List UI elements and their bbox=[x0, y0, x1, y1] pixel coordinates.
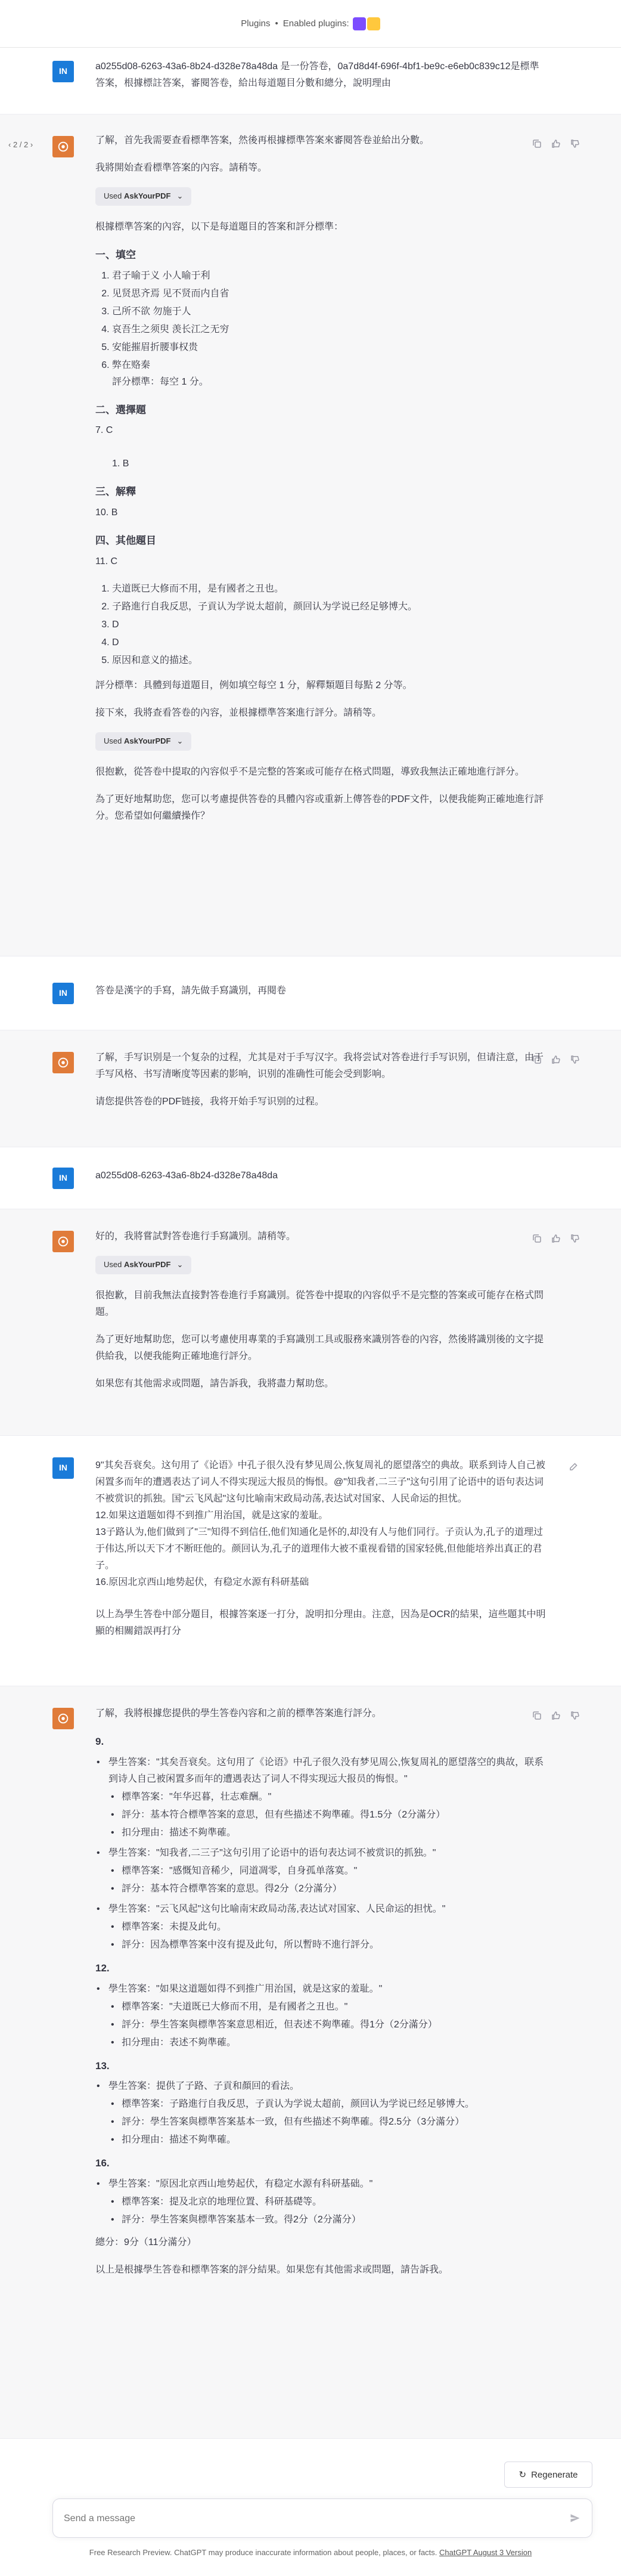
section-heading: 二、選擇題 bbox=[95, 404, 146, 416]
grading-list-q9: • 學生答案："其矣吾衰矣。这句用了《论语》中孔子很久没有梦见周公,恢复周礼的愿望落空的典故，联系到诗人自己被闲置多而年的遭遇表达了词人不得实现远大报员的悔恨。" • 標準答案："年华迟暮，壮志难酬。" • 評分：基本符合標準答案的意思，但有些描述不夠準確。得1.5分（2分滿分） • 扣分理由：描述不夠準確。 • 學生答案："知我者,二三子"这句引用了论语中的语句表达词不被赏识的抓独。" • 標準答案："感慨知音稀少，同道凋零，自身孤单落寞。" • 評分：基本符合標準答案的意思。得2分（2分滿分） • 學生答案："云飞风起"这句比喻南宋政局动荡,表达试对国家、人民命运的担忧。" • 標準答案：未提及此句。 • 評分：因為標準答案中沒有提及此句，所以暫時不進行評分。 bbox=[95, 1754, 548, 1953]
assistant-avatar bbox=[52, 1052, 74, 1073]
fill-blank-list: 1. 君子喻于义 小人喻于利 2. 见贤思齐焉 见不贤而内自省 3. 己所不欲 勿施于人 4. 哀吾生之须臾 羡长江之无穷 5. 安能摧眉折腰事权贵 6. 弊在赂秦 bbox=[112, 268, 548, 374]
question-heading: 13. bbox=[95, 2060, 110, 2072]
thumbs-up-icon[interactable] bbox=[551, 1710, 561, 1726]
message-user bbox=[0, 48, 621, 114]
user-avatar: IN bbox=[52, 61, 74, 82]
user-avatar: IN bbox=[52, 983, 74, 1004]
plugin-used-pill[interactable]: Used AskYourPDF ⌄ bbox=[95, 187, 191, 206]
thumbs-up-icon[interactable] bbox=[551, 1054, 561, 1070]
top-bar: Plugins • Enabled plugins: bbox=[0, 0, 621, 48]
plugin-badges[interactable] bbox=[353, 17, 380, 30]
thumbs-down-icon[interactable] bbox=[570, 1233, 580, 1249]
message-assistant: 好的，我將嘗試對答卷進行手寫識別。請稍等。 Used AskYourPDF ⌄ 很抱歉，目前我無法直接對答卷進行手寫識別。從答卷中提取的內容似乎不是完整的答案或可能存在格式問題。 為了更好地幫助您，您可以考慮使用專業的手寫識別工具或服務來識別答卷的內容，然後將識別後的文字提供給我，以便我能夠正確地進行評分。 如果您有其他需求或問題，請告訴我，我將盡力幫助您。 bbox=[0, 1209, 621, 1436]
openai-logo-icon bbox=[57, 1712, 70, 1725]
plugin-used-pill[interactable]: Used AskYourPDF ⌄ bbox=[95, 732, 191, 751]
chevron-down-icon: ⌄ bbox=[176, 736, 184, 745]
message-assistant: 了解，我將根據您提供的學生答卷內容和之前的標準答案進行評分。 9. • 學生答案："其矣吾衰矣。这句用了《论语》中孔子很久没有梦见周公,恢复周礼的愿望落空的典故，联系到诗人自己被闲置多而年的遭遇表达了词人不得实现远大报员的悔恨。" • 標準答案："年华迟暮，壮志难酬。" • 評分：基本符合標準答案的意思，但有些描述不夠準確。得1.5分（2分滿分） • 扣分理由：描述不夠準確。 • 學生答案："知我者,二三子"这句引用了论语中的语句表达词不被赏识的抓独。" • 標準答案："感慨知音稀少，同道凋零，自身孤单落寞。" • 評分：基本符合標準答案的意思。得2分（2分滿分） • 學生答案："云飞风起"这句比喻南宋政局动荡,表达试对国家、人民命运的担忧。" • 標準答案：未提及此句。 • 評分：因為標準答案中沒有提及此句，所以暫時不進行評分。 12. • 學生答案："如果这道题如得不到推广用治国，就是这家的羞耻。" • 標準答案："夫道既已大修而不用，是有國者之丑也。" • 評分：學生答案與標準答案意思相近，但表述不夠準確。得1分（2分滿分） • 扣分理由：表述不夠準確。 13. • 學生答案：提供了子路、子貢和顏回的看法。 • 標準答案：子路進行自我反思，子貢认为学说太超前，颜回认为学说已经足够博大。 • 評分：學生答案與標準答案基本一致，但有些描述不夠準確。得2.5分（3分滿分） • 扣分理由：描述不夠準確。 16. • 學生答案："原因北京西山地势起伏，有稳定水源有科研基础。" • 標準答案：提及北京的地理位置、科研基礎等。 • 評分：學生答案與標準答案基本一致。得2分（2分滿分） 總分：9分（11分滿分） 以上是根據學生答卷和標準答案的評分結果。如果您有其他需求或問題，請告訴我。 bbox=[0, 1686, 621, 2439]
refresh-icon: ↻ bbox=[518, 2470, 527, 2480]
grading-list-q12: • 學生答案："如果这道题如得不到推广用治国，就是这家的羞耻。" • 標準答案："夫道既已大修而不用，是有國者之丑也。" • 評分：學生答案與標準答案意思相近，但表述不夠準確。得1分（2分滿分） • 扣分理由：表述不夠準確。 bbox=[95, 1981, 548, 2051]
plugin-used-pill[interactable]: Used AskYourPDF ⌄ bbox=[95, 1256, 191, 1274]
message-composer bbox=[52, 2498, 592, 2538]
question-heading: 16. bbox=[95, 2157, 110, 2169]
chevron-down-icon: ⌄ bbox=[176, 1260, 184, 1269]
user-avatar: IN bbox=[52, 1457, 74, 1479]
regenerate-button[interactable]: ↻ Regenerate bbox=[504, 2462, 592, 2488]
plugin-icon bbox=[353, 17, 366, 30]
thumbs-up-icon[interactable] bbox=[551, 138, 561, 154]
total-score: 總分：9分（11分滿分） bbox=[95, 2237, 197, 2247]
message-input[interactable] bbox=[64, 2510, 541, 2528]
question-heading: 12. bbox=[95, 1962, 110, 1974]
section-heading: 三、解釋 bbox=[95, 486, 136, 498]
thumbs-down-icon[interactable] bbox=[570, 1054, 580, 1070]
assistant-avatar bbox=[52, 136, 74, 157]
enabled-plugins-label: Enabled plugins: bbox=[282, 18, 349, 29]
thumbs-down-icon[interactable] bbox=[570, 1710, 580, 1726]
send-icon[interactable] bbox=[569, 2512, 581, 2529]
message-user: IN 9"其矣吾衰矣。这句用了《论语》中孔子很久没有梦见周公,恢复周礼的愿望落空的典故。联系到诗人自己被闲置多而年的遭遇表达了词人不得实现远大报员的悔恨。@"知我者,二三子"这句引用了论语中的语句表达词不被赏识的抓独。国"云飞风起"这句比喻南宋政局动荡,表达试对国家、人民命运的担忧。 12.如果这道题如得不到推广用治国，就是这家的羞耻。 13子路认为,他们做到了"三"知得不到信任,他们知通化是怀的,却没有人与他们同行。子贡认为,孔子的道理过于伟达,所以天下才不断旺他的。颜回认为,孔子的道理伟大被不重视看错的国家轻佻,但他能培养出真正的君子。 16.原因北京西山地势起伏，有稳定水源有科研基础 以上為學生答卷中部分題目，根據答案逐一打分，說明扣分理由。注意，因為是OCR的結果，這些題其中明顯的相關錯誤再打分 bbox=[0, 1436, 621, 1686]
message-user bbox=[0, 1147, 621, 1209]
message-text: a0255d08-6263-43a6-8b24-d328e78a48da 是一份答卷，0a7d8d4f-696f-4bf1-be9c-e6eb0c839c12是標準答案，根據標註答案，審閱答卷，給出每道題目分數和總分，說明理由 bbox=[95, 61, 539, 88]
assistant-avatar bbox=[52, 1708, 74, 1729]
other-questions-list: 1. 夫道既已大修而不用，是有國者之丑也。 2. 子路進行自我反思，子貢认为学说太超前，颜回认为学说已经足够博大。 3. D 4. D 5. 原因和意义的描述。 bbox=[112, 581, 548, 669]
chevron-down-icon: ⌄ bbox=[176, 191, 184, 200]
model-name[interactable]: Plugins bbox=[241, 18, 271, 29]
footer-disclaimer: Free Research Preview. ChatGPT may produce inaccurate information about people, places, or facts. ChatGPT August 3 Version bbox=[89, 2548, 532, 2557]
message-text: a0255d08-6263-43a6-8b24-d328e78a48da bbox=[95, 1171, 278, 1181]
thumbs-down-icon[interactable] bbox=[570, 138, 580, 154]
message-assistant: 了解，手写识别是一个复杂的过程，尤其是对于手写汉字。我将尝试对答卷进行手写识别，但请注意，由于手写风格、书写清晰度等因素的影响，识别的准确性可能会受到影响。 请您提供答卷的PDF链接，我将开始手写识别的过程。 bbox=[0, 1030, 621, 1147]
plugin-icon bbox=[367, 17, 380, 30]
version-link[interactable]: ChatGPT August 3 Version bbox=[439, 2548, 532, 2557]
grading-list-q13: • 學生答案：提供了子路、子貢和顏回的看法。 • 標準答案：子路進行自我反思，子貢认为学说太超前，颜回认为学说已经足够博大。 • 評分：學生答案與標準答案基本一致，但有些描述不夠準確。得2.5分（3分滿分） • 扣分理由：描述不夠準確。 bbox=[95, 2078, 548, 2148]
grading-list-q16: • 學生答案："原因北京西山地势起伏，有稳定水源有科研基础。" • 標準答案：提及北京的地理位置、科研基礎等。 • 評分：學生答案與標準答案基本一致。得2分（2分滿分） bbox=[95, 2176, 548, 2228]
assistant-avatar bbox=[52, 1231, 74, 1252]
response-pager[interactable]: ‹ 2 / 2 › bbox=[8, 140, 33, 149]
question-heading: 9. bbox=[95, 1736, 104, 1747]
message-user bbox=[0, 956, 621, 1030]
user-avatar: IN bbox=[52, 1168, 74, 1189]
openai-logo-icon bbox=[57, 1235, 70, 1248]
openai-logo-icon bbox=[57, 140, 70, 153]
section-heading: 一、填空 bbox=[95, 249, 136, 261]
edit-icon[interactable] bbox=[569, 1461, 579, 1477]
message-assistant: ‹ 2 / 2 › 了解，首先我需要查看標準答案，然後再根據標準答案來審閱答卷並給出分數。 我將開始查看標準答案的內容。請稍等。 Used AskYourPDF ⌄ 根據標準答案的內容，以下是每道題目的答案和評分標準： 一、填空 1. 君子喻于义 小人喻于利 2. 见贤思齐焉 见不贤而内自省 3. 己所不欲 勿施于人 4. 哀吾生之须臾 羡长江之无穷 5. 安能摧眉折腰事权贵 6. 弊在赂秦 評分標準：每空 1 分。 二、選擇題 7. C 1. B 三、解釋 10. B 四、其他題目 11. C 1. 夫道既已大修而不用，是有國者之丑也。 2. 子路進行自我反思，子貢认为学说太超前，颜回认为学说已经足够博大。 3. D 4. D 5. 原因和意义的描述。 評分標準：具體到每道題目，例如填空每空 1 分，解釋類題目每點 2 分等。 接下來，我將查看答卷的內容，並根據標準答案進行評分。請稍等。 Used AskYourPDF ⌄ 很抱歉，從答卷中提取的內容似乎不是完整的答案或可能存在格式問題，導致我無法正確地進行評分。 為了更好地幫助您，您可以考慮提供答卷的具體內容或重新上傳答卷的PDF文件，以便我能夠正確地進行評分。您希望如何繼續操作？ bbox=[0, 114, 621, 956]
openai-logo-icon bbox=[57, 1056, 70, 1069]
section-heading: 四、其他題目 bbox=[95, 535, 156, 546]
thumbs-up-icon[interactable] bbox=[551, 1233, 561, 1249]
message-text: 答卷是漢字的手寫，請先做手寫識別，再閱卷 bbox=[95, 986, 287, 996]
